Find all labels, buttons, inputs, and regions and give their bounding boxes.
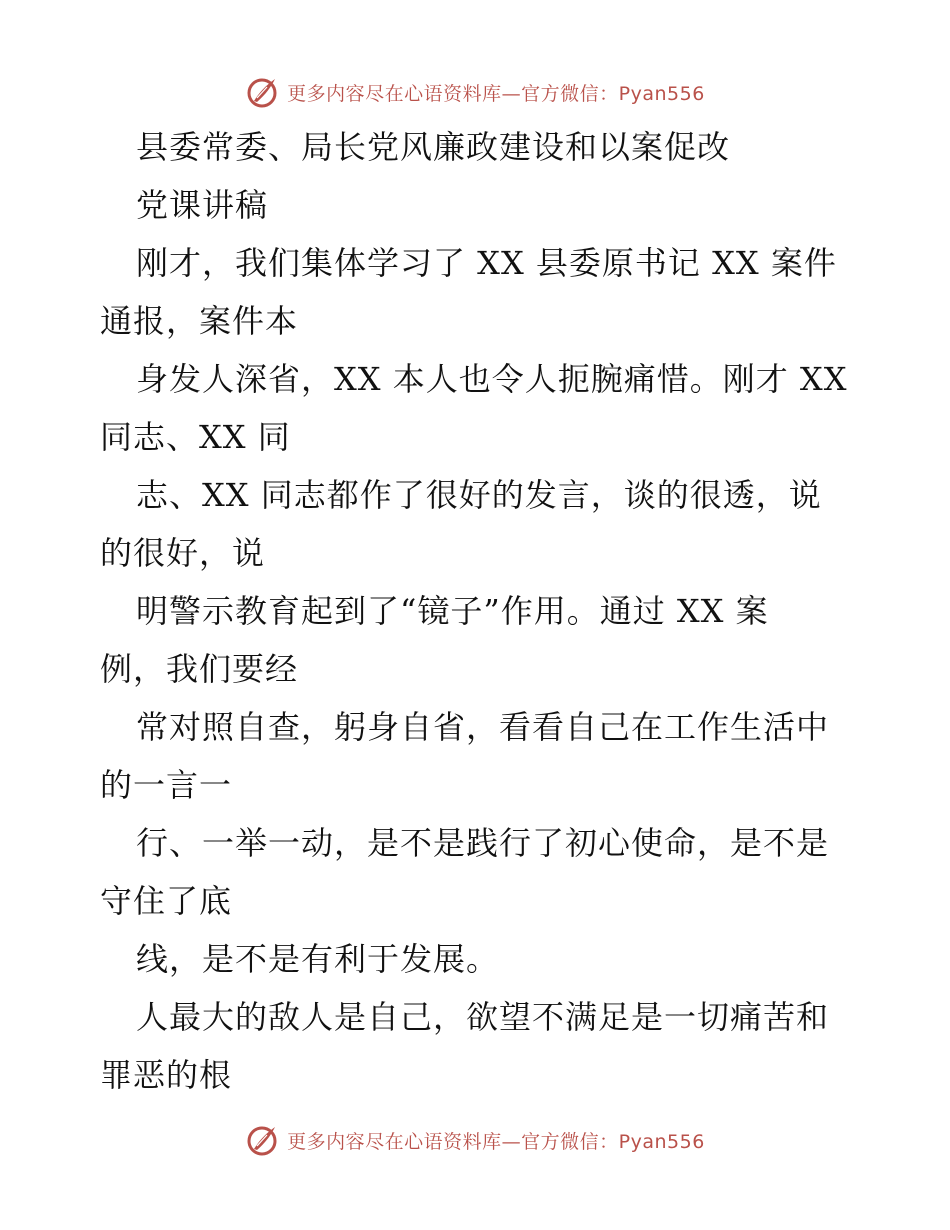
text-line: 刚才，我们集体学习了 XX 县委原书记 XX 案件 [136, 244, 837, 282]
text-line: 线，是不是有利于发展。 [136, 940, 500, 978]
text-line: 身发人深省，XX 本人也令人扼腕痛惜。刚才 XX [136, 360, 848, 398]
header-banner [0, 72, 950, 112]
quill-pen-logo-icon [245, 1123, 279, 1157]
text-line: 常对照自查，躬身自省，看看自己在工作生活中 [136, 708, 830, 746]
text-line: 同志、XX 同 [100, 418, 291, 456]
text-line: 的一言一 [100, 766, 233, 804]
document-body [100, 118, 860, 1104]
footer-wechat-id: Pyan556 [618, 1130, 705, 1153]
text-line: 人最大的敌人是自己，欲望不满足是一切痛苦和 [136, 998, 830, 1036]
text-line: 行、一举一动，是不是践行了初心使命，是不是 [136, 824, 830, 862]
quill-pen-logo-icon [245, 75, 279, 109]
document-title-line-1: 县委常委、局长党风廉政建设和以案促改 [136, 128, 731, 166]
footer-banner [0, 1120, 950, 1160]
text-line: 守住了底 [100, 882, 233, 920]
document-title-line-2: 党课讲稿 [136, 186, 269, 224]
text-line: 通报，案件本 [100, 302, 299, 340]
header-banner-text: 更多内容尽在心语资料库—官方微信：Pyan556 [287, 82, 705, 105]
text-line: 例，我们要经 [100, 650, 299, 688]
text-line: 志、XX 同志都作了很好的发言，谈的很透，说 [136, 476, 822, 514]
text-line: 明警示教育起到了“镜子”作用。通过 XX 案 [136, 592, 769, 630]
text-line: 的很好，说 [100, 534, 266, 572]
header-wechat-id: Pyan556 [618, 82, 705, 105]
footer-banner-text: 更多内容尽在心语资料库—官方微信：Pyan556 [287, 1130, 705, 1153]
text-line: 罪恶的根 [100, 1056, 233, 1094]
